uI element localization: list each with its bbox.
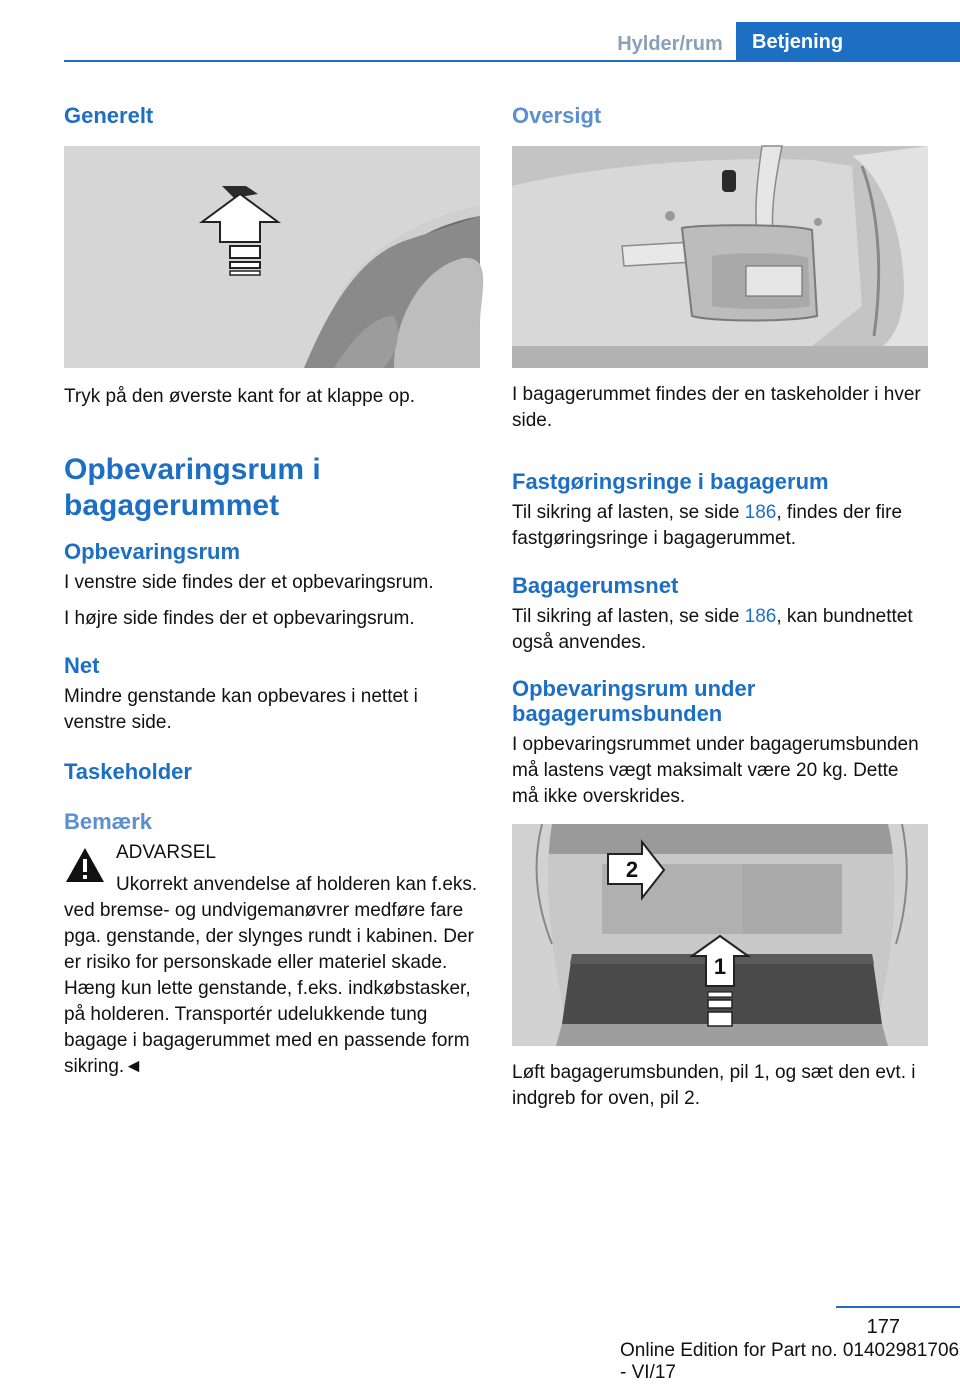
arrow-2-label: 2 [625,857,639,882]
heading-bagagerumsnet: Bagagerumsnet [512,573,679,598]
trunk-side-illustration [512,146,928,368]
text-opbevaringsrum-under-bunden: I opbevaringsrummet under bagagerumsbunden må lastens vægt maksimalt være 20 kg. Dette må ikke overskrides. [512,734,919,807]
tab-hylder-rum[interactable]: Hylder/rum [617,32,723,55]
caption-bagagerumsbund: Løft bagagerumsbunden, pil 1, og sæt den evt. i indgreb for oven, pil 2. [512,1062,916,1109]
text-fastgoeringsringe-post: , findes der fire fastgøringsringe i bagagerummet. [512,502,903,549]
header-rule [64,60,960,62]
page-number: 177 [866,1316,900,1338]
heading-taskeholder: Taskeholder [64,759,192,784]
heading-net: Net [64,653,100,678]
link-side-186-ringe[interactable]: 186 [744,502,777,523]
warning-title: ADVARSEL [116,842,216,863]
trunk-floor-illustration [512,824,928,1046]
text-bagagerumsnet-post: , kan bundnettet også anvendes. [512,606,913,653]
heading-opbevaringsrum-i-bagagerummet: Opbevaringsrum i bagagerummet [64,453,321,522]
warning-text: Ukorrekt anvendelse af holderen kan f.eks. ved bremse- og undvigemanøvrer medføre fare pga. genstande, der slynges rundt i kabinen. Der er risiko for personskade eller materiel skade. Hæng kun lette genstande, f.eks. indkøbstasker, på holderen. Transportér udelukkende tung bagage i bagagerummet med en passende form sikring.◄ [64,874,478,1077]
heading-opbevaringsrum: Opbevaringsrum [64,539,241,564]
caption-generelt: Tryk på den øverste kant for at klappe op. [64,386,415,407]
link-side-186-net[interactable]: 186 [744,606,777,627]
text-net: Mindre genstande kan opbevares i nettet i venstre side. [64,686,418,733]
warning-triangle-icon [64,846,106,884]
arrow-1-label: 1 [713,954,727,979]
heading-bemaerk: Bemærk [64,809,153,834]
text-fastgoeringsringe-pre: Til sikring af lasten, se side [512,502,745,523]
right-column [512,96,928,1112]
caption-oversigt: I bagagerummet findes der en taskeholder i hver side. [512,384,921,431]
heading-opbevaringsrum-under-bunden: Opbevaringsrum under bagagerumsbunden [512,676,756,726]
left-column [64,96,480,1080]
text-bagagerumsnet [512,604,928,656]
headliner-illustration [64,146,480,368]
tab-betjening[interactable]: Betjening [736,22,960,62]
text-fastgoeringsringe [512,500,928,552]
heading-generelt: Generelt [64,103,154,128]
heading-fastgoeringsringe: Fastgøringsringe i bagagerum [512,469,829,494]
page-number-rule [836,1306,960,1308]
warning-block [64,840,480,866]
edition-text: Online Edition for Part no. 01402981706 - VI/17 [620,1340,960,1383]
text-bagagerumsnet-pre: Til sikring af lasten, se side [512,606,745,627]
text-opbevaringsrum-venstre: I venstre side findes der et opbevaringsrum. [64,572,434,593]
text-opbevaringsrum-hoejre: I højre side findes der et opbevaringsrum. [64,608,415,629]
heading-oversigt: Oversigt [512,103,602,128]
